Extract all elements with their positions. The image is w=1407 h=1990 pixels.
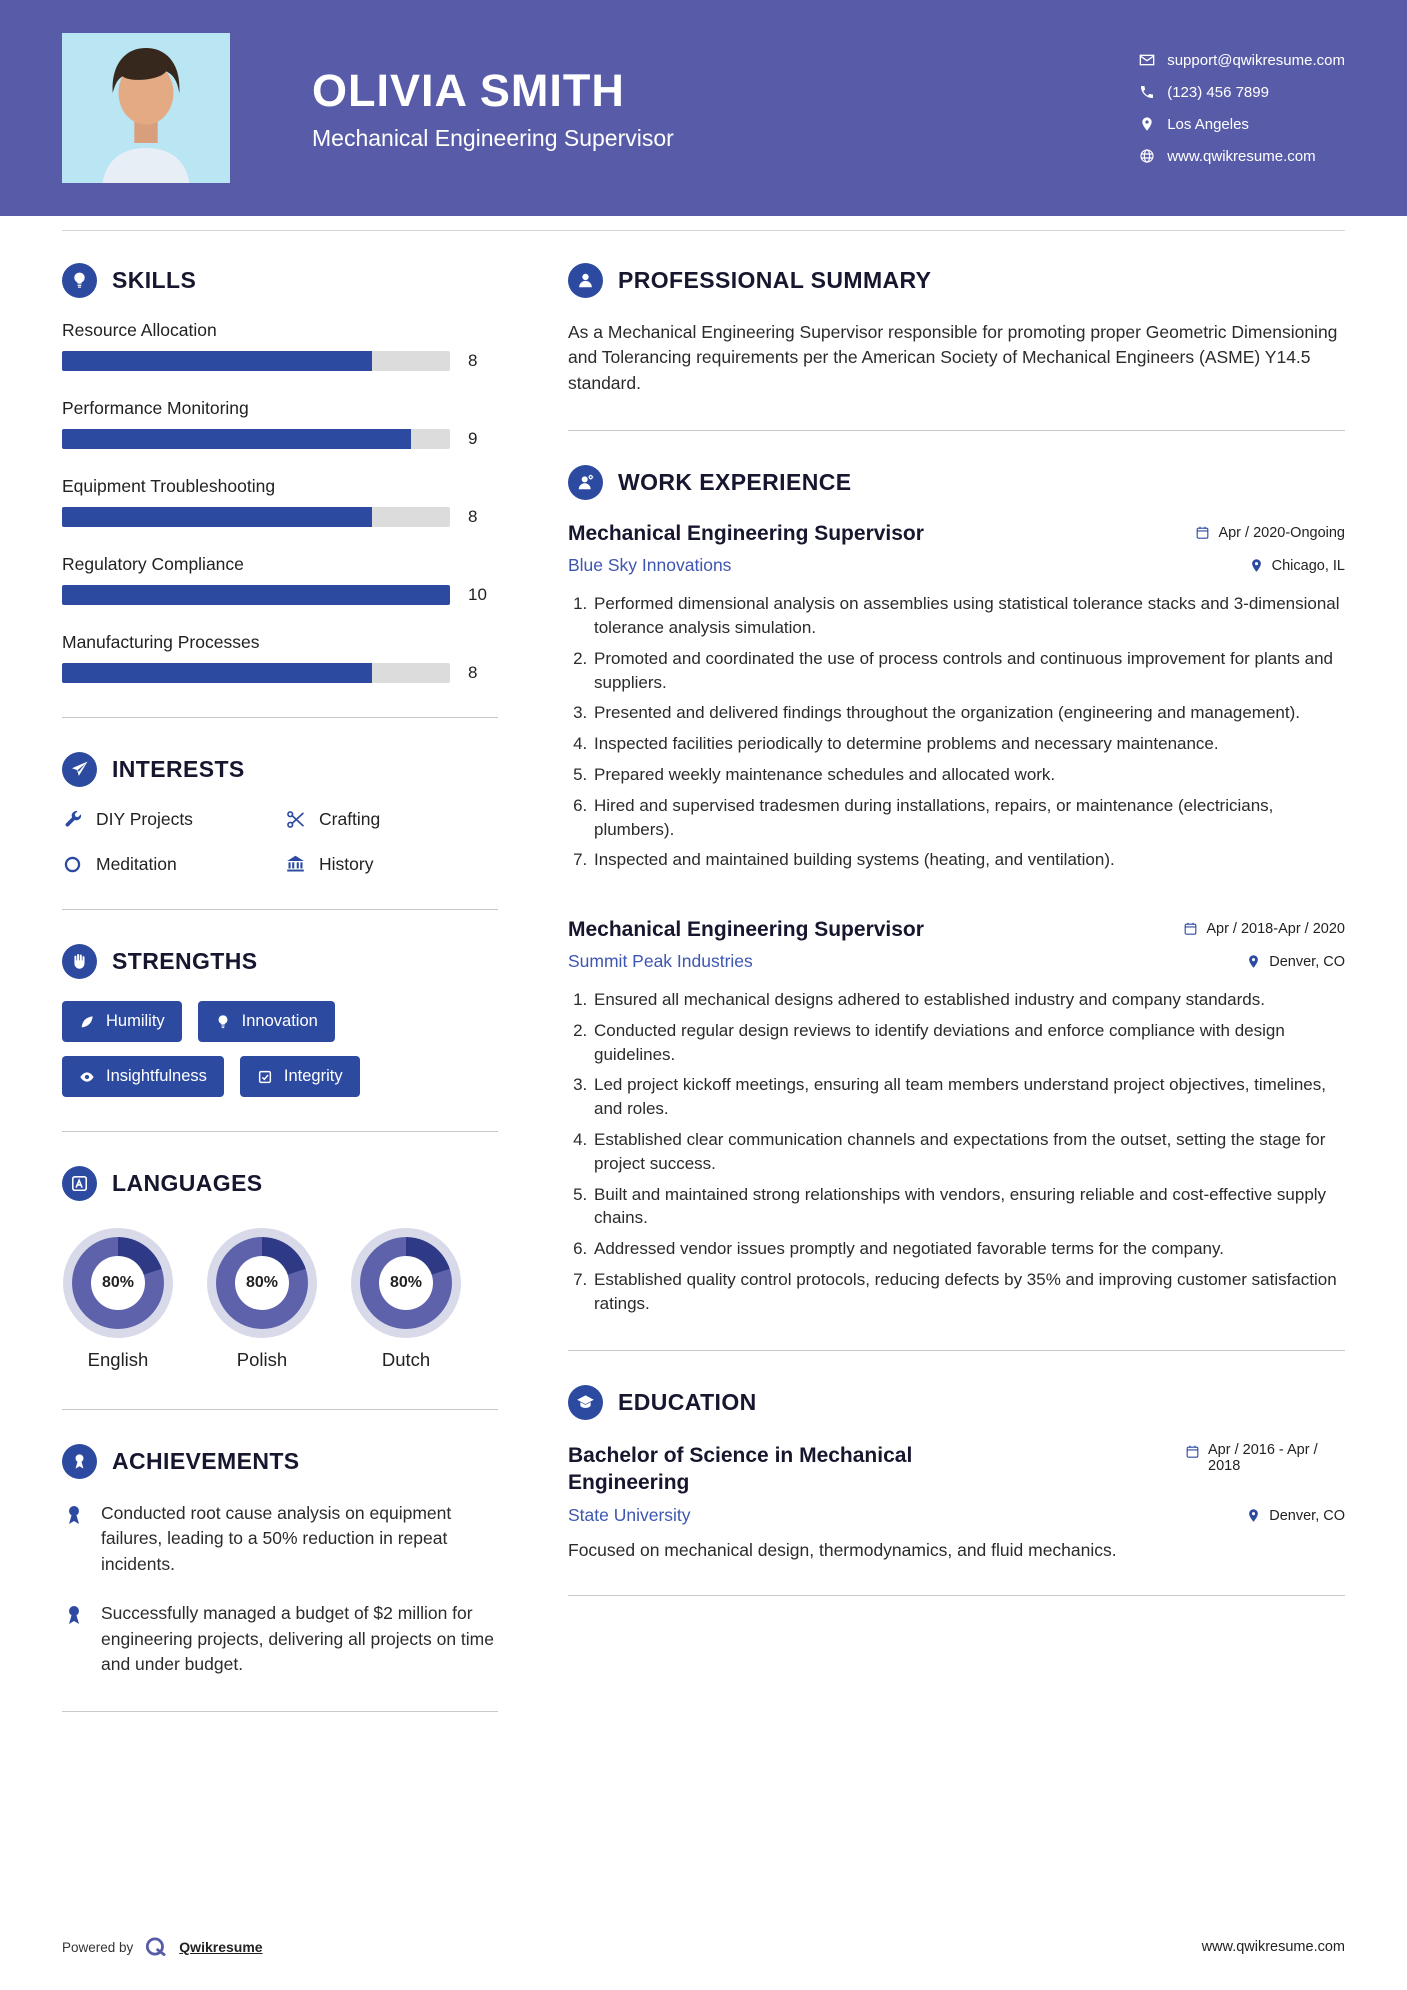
job-bullet: 6. Addressed vendor issues promptly and negotiated favorable terms for the company. <box>592 1237 1345 1261</box>
education-location: Denver, CO <box>1246 1508 1345 1524</box>
language-item <box>360 1237 452 1371</box>
interest-item <box>285 809 498 830</box>
language-label: English <box>87 1349 149 1370</box>
strength-label: Innovation <box>241 1012 318 1030</box>
job-bullet: 7. Inspected and maintained building systems (heating, and ventilation). <box>592 848 1345 872</box>
skills-bulb-icon <box>62 263 97 298</box>
job-bullet: 3. Led project kickoff meetings, ensuring all team members understand project objectives, timelines, and roles. <box>592 1073 1345 1121</box>
skill-bar <box>62 429 450 449</box>
medal-icon <box>62 1603 86 1627</box>
job-title: Mechanical Engineering Supervisor <box>568 522 924 546</box>
skill-label: Performance Monitoring <box>62 398 249 418</box>
strength-badge <box>62 1056 224 1097</box>
skill-item <box>62 632 498 683</box>
skill-value: 9 <box>468 429 478 448</box>
skill-bar <box>62 585 450 605</box>
achievement-text: Conducted root cause analysis on equipment failures, leading to a 50% reduction in repeat incidents. <box>101 1503 452 1574</box>
job-bullet: 2. Conducted regular design reviews to identify deviations and enforce compliance with design guidelines. <box>592 1019 1345 1067</box>
skill-value: 8 <box>468 663 478 682</box>
strength-badge <box>62 1001 182 1042</box>
achievement-item <box>62 1601 498 1677</box>
education-dates: Apr / 2016 - Apr / 2018 <box>1185 1442 1345 1497</box>
header-banner <box>0 0 1407 216</box>
section-divider <box>568 1350 1345 1351</box>
contact-website-text: www.qwikresume.com <box>1167 147 1316 165</box>
contact-list <box>1139 52 1345 165</box>
interest-item <box>285 854 498 875</box>
school-name: State University <box>568 1505 691 1526</box>
left-column <box>62 257 498 1916</box>
contact-location-text: Los Angeles <box>1167 115 1249 133</box>
check-square-icon <box>257 1069 273 1085</box>
qwikresume-logo-icon <box>143 1934 169 1960</box>
paper-plane-icon <box>62 752 97 787</box>
language-donut-chart <box>216 1237 308 1329</box>
interest-label: Crafting <box>319 809 381 829</box>
leaf-icon <box>79 1014 95 1030</box>
contact-phone-text: (123) 456 7899 <box>1167 83 1269 101</box>
skill-label: Manufacturing Processes <box>62 632 260 652</box>
medal-icon <box>62 1503 86 1527</box>
language-percent: 80% <box>389 1274 423 1291</box>
job-title: Mechanical Engineering Supervisor <box>568 918 924 942</box>
person-title: Mechanical Engineering Supervisor <box>312 124 674 151</box>
education-description: Focused on mechanical design, thermodynamics, and fluid mechanics. <box>568 1540 1117 1561</box>
contact-email-text: support@qwikresume.com <box>1167 51 1345 69</box>
job-location: Denver, CO <box>1246 954 1345 970</box>
skill-label: Regulatory Compliance <box>62 554 244 574</box>
qwikresume-link[interactable]: Qwikresume <box>179 1939 263 1955</box>
section-languages <box>62 1166 498 1375</box>
location-icon <box>1246 954 1261 969</box>
location-icon <box>1246 1508 1261 1523</box>
job-bullet: 3. Presented and delivered findings throughout the organization (engineering and management). <box>592 701 1345 725</box>
section-divider <box>62 1711 498 1712</box>
skill-item <box>62 554 498 605</box>
work-heading: WORK EXPERIENCE <box>618 469 852 496</box>
scissors-icon <box>285 809 306 830</box>
circle-icon <box>62 854 83 875</box>
summary-text: As a Mechanical Engineering Supervisor responsible for promoting proper Geometric Dimensioning and Tolerancing requirements per the American Society of Mechanical Engineers (ASME) Y14.5 standard. <box>568 322 1338 393</box>
language-percent: 80% <box>101 1274 135 1291</box>
work-experience-icon <box>568 465 603 500</box>
summary-heading: PROFESSIONAL SUMMARY <box>618 267 932 293</box>
degree-title: Bachelor of Science in Mechanical Engineering <box>568 1443 913 1494</box>
job-entry <box>568 522 1345 872</box>
museum-icon <box>285 854 306 875</box>
job-bullet-list <box>568 988 1345 1316</box>
section-achievements <box>62 1444 498 1677</box>
footer-website: www.qwikresume.com <box>1201 1939 1345 1955</box>
job-bullet: 5. Prepared weekly maintenance schedules and allocated work. <box>592 763 1345 787</box>
job-bullet: 6. Hired and supervised tradesmen during installations, repairs, or maintenance (electricians, plumbers). <box>592 794 1345 842</box>
strength-badge <box>198 1001 335 1042</box>
section-interests <box>62 752 498 875</box>
interest-label: Meditation <box>96 854 177 874</box>
contact-phone <box>1139 84 1345 101</box>
phone-icon <box>1139 84 1155 100</box>
strength-label: Integrity <box>283 1067 343 1085</box>
job-dates: Apr / 2020-Ongoing <box>1195 525 1345 541</box>
interest-item <box>62 854 275 875</box>
profile-photo <box>62 33 230 183</box>
section-strengths <box>62 944 498 1097</box>
email-icon <box>1139 52 1155 68</box>
section-divider <box>62 1409 498 1410</box>
section-skills <box>62 263 498 683</box>
skill-bar <box>62 507 450 527</box>
section-divider <box>62 717 498 718</box>
company-name: Blue Sky Innovations <box>568 555 732 576</box>
right-column <box>568 257 1345 1916</box>
language-icon <box>62 1166 97 1201</box>
strengths-heading: STRENGTHS <box>112 948 258 974</box>
section-work-experience <box>568 465 1345 1316</box>
language-donut-chart <box>72 1237 164 1329</box>
skill-item <box>62 320 498 371</box>
location-icon <box>1139 116 1155 132</box>
calendar-icon <box>1195 525 1210 540</box>
job-bullet: 1. Ensured all mechanical designs adhered to established industry and company standards. <box>592 988 1345 1012</box>
language-percent: 80% <box>245 1274 279 1291</box>
contact-website <box>1139 148 1345 165</box>
skill-item <box>62 398 498 449</box>
wrench-icon <box>62 809 83 830</box>
education-heading: EDUCATION <box>618 1388 757 1415</box>
hand-icon <box>62 944 97 979</box>
avatar <box>62 33 230 183</box>
language-item <box>216 1237 308 1371</box>
interest-label: DIY Projects <box>96 809 193 829</box>
section-divider <box>62 1131 498 1132</box>
eye-icon <box>79 1069 95 1085</box>
contact-location <box>1139 116 1345 133</box>
skill-item <box>62 476 498 527</box>
skills-heading: SKILLS <box>112 267 197 293</box>
job-dates: Apr / 2018-Apr / 2020 <box>1183 921 1345 937</box>
section-divider <box>62 909 498 910</box>
job-bullet: 7. Established quality control protocols, reducing defects by 35% and improving customer satisfaction ratings. <box>592 1268 1345 1316</box>
languages-heading: LANGUAGES <box>112 1170 263 1196</box>
language-label: Dutch <box>381 1349 431 1370</box>
calendar-icon <box>1183 921 1198 936</box>
graduation-cap-icon <box>568 1385 603 1420</box>
skill-value: 10 <box>468 585 487 604</box>
strength-label: Insightfulness <box>106 1067 207 1085</box>
location-icon <box>1249 558 1264 573</box>
section-divider <box>568 430 1345 431</box>
footer <box>0 1916 1407 1990</box>
skill-label: Equipment Troubleshooting <box>62 476 276 496</box>
person-icon <box>568 263 603 298</box>
section-summary <box>568 263 1345 396</box>
job-bullet: 4. Established clear communication channels and expectations from the outset, setting the stage for project success. <box>592 1128 1345 1176</box>
globe-icon <box>1139 148 1155 164</box>
medal-icon <box>62 1444 97 1479</box>
strength-label: Humility <box>106 1012 165 1030</box>
company-name: Summit Peak Industries <box>568 951 753 972</box>
skill-bar <box>62 351 450 371</box>
job-bullet: 1. Performed dimensional analysis on assemblies using statistical tolerance stacks and 3-dimensional tolerance analysis simulation. <box>592 592 1345 640</box>
powered-by-label: Powered by <box>62 1939 134 1955</box>
job-bullet: 5. Built and maintained strong relationships with vendors, ensuring reliable and cost-effective supply chains. <box>592 1183 1345 1231</box>
strength-badge <box>240 1056 360 1097</box>
language-donut-chart <box>360 1237 452 1329</box>
job-location: Chicago, IL <box>1249 558 1345 574</box>
job-bullet: 4. Inspected facilities periodically to determine problems and necessary maintenance. <box>592 732 1345 756</box>
language-label: Polish <box>236 1349 288 1370</box>
achievements-heading: ACHIEVEMENTS <box>112 1448 300 1474</box>
interest-label: History <box>319 854 374 874</box>
skill-value: 8 <box>468 507 478 526</box>
skill-value: 8 <box>468 351 478 370</box>
interests-heading: INTERESTS <box>112 756 245 782</box>
contact-email <box>1139 52 1345 69</box>
skill-bar <box>62 663 450 683</box>
lightbulb-icon <box>215 1014 231 1030</box>
calendar-icon <box>1185 1444 1200 1459</box>
interest-item <box>62 809 275 830</box>
job-entry <box>568 918 1345 1316</box>
person-name: OLIVIA SMITH <box>312 64 625 116</box>
achievement-item <box>62 1501 498 1577</box>
section-education <box>568 1385 1345 1562</box>
language-item <box>72 1237 164 1371</box>
achievement-text: Successfully managed a budget of $2 million for engineering projects, delivering all projects on time and under budget. <box>101 1603 494 1674</box>
job-bullet-list <box>568 592 1345 872</box>
section-divider <box>568 1595 1345 1596</box>
skill-label: Resource Allocation <box>62 320 217 340</box>
job-bullet: 2. Promoted and coordinated the use of process controls and continuous improvement for plants and suppliers. <box>592 647 1345 695</box>
